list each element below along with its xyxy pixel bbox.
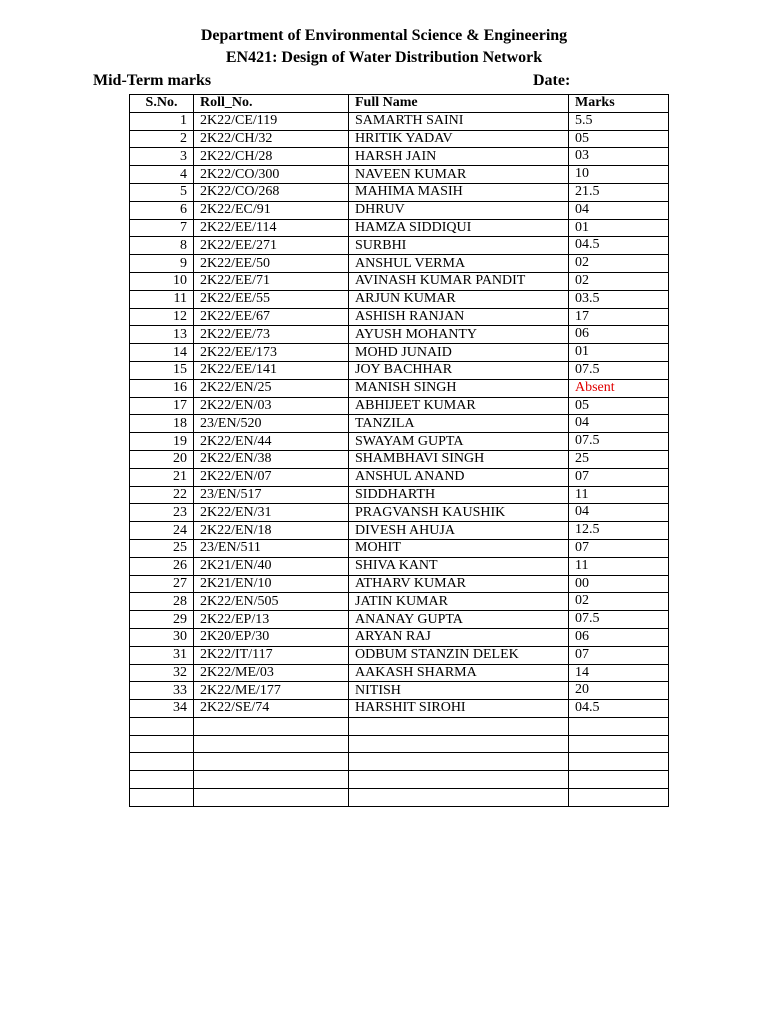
empty-table-row bbox=[130, 789, 669, 807]
cell-sno: 2 bbox=[130, 130, 194, 148]
cell-roll-no: 2K22/EE/50 bbox=[194, 255, 349, 273]
table-header-row bbox=[130, 95, 669, 113]
table-row bbox=[130, 504, 669, 522]
empty-cell bbox=[194, 735, 349, 753]
cell-roll-no: 2K22/EE/55 bbox=[194, 290, 349, 308]
table-row bbox=[130, 646, 669, 664]
cell-full-name: JOY BACHHAR bbox=[349, 361, 569, 379]
cell-roll-no: 2K20/EP/30 bbox=[194, 628, 349, 646]
empty-cell bbox=[349, 753, 569, 771]
cell-roll-no: 2K22/CH/32 bbox=[194, 130, 349, 148]
cell-sno: 32 bbox=[130, 664, 194, 682]
cell-marks: 17 bbox=[569, 308, 669, 326]
table-row bbox=[130, 237, 669, 255]
cell-sno: 25 bbox=[130, 539, 194, 557]
cell-marks: 07.5 bbox=[569, 433, 669, 451]
cell-marks: 03.5 bbox=[569, 290, 669, 308]
cell-roll-no: 2K22/EE/114 bbox=[194, 219, 349, 237]
cell-sno: 21 bbox=[130, 468, 194, 486]
table-row bbox=[130, 290, 669, 308]
cell-sno: 9 bbox=[130, 255, 194, 273]
cell-marks: 01 bbox=[569, 219, 669, 237]
cell-marks: 14 bbox=[569, 664, 669, 682]
department-title: Department of Environmental Science & Engineering bbox=[200, 27, 568, 44]
column-header-roll: Roll_No. bbox=[194, 95, 349, 113]
cell-marks: 04 bbox=[569, 504, 669, 522]
cell-marks: 11 bbox=[569, 486, 669, 504]
cell-marks: 11 bbox=[569, 557, 669, 575]
cell-sno: 33 bbox=[130, 682, 194, 700]
cell-full-name: HAMZA SIDDIQUI bbox=[349, 219, 569, 237]
empty-cell bbox=[130, 771, 194, 789]
cell-marks: 07.5 bbox=[569, 361, 669, 379]
cell-roll-no: 2K22/ME/03 bbox=[194, 664, 349, 682]
cell-roll-no: 2K22/EN/44 bbox=[194, 433, 349, 451]
empty-cell bbox=[130, 789, 194, 807]
table-row bbox=[130, 344, 669, 362]
cell-marks: 06 bbox=[569, 628, 669, 646]
cell-roll-no: 2K22/CE/119 bbox=[194, 112, 349, 130]
empty-cell bbox=[349, 735, 569, 753]
table-row bbox=[130, 486, 669, 504]
cell-full-name: HARSHIT SIROHI bbox=[349, 700, 569, 718]
table-row bbox=[130, 272, 669, 290]
empty-cell bbox=[569, 735, 669, 753]
cell-marks: 5.5 bbox=[569, 112, 669, 130]
cell-full-name: SAMARTH SAINI bbox=[349, 112, 569, 130]
cell-sno: 23 bbox=[130, 504, 194, 522]
cell-full-name: ANSHUL ANAND bbox=[349, 468, 569, 486]
cell-full-name: JATIN KUMAR bbox=[349, 593, 569, 611]
cell-roll-no: 2K22/EE/173 bbox=[194, 344, 349, 362]
empty-table-row bbox=[130, 717, 669, 735]
date-label: Date: bbox=[533, 72, 571, 89]
empty-cell bbox=[130, 753, 194, 771]
table-row bbox=[130, 557, 669, 575]
cell-full-name: PRAGVANSH KAUSHIK bbox=[349, 504, 569, 522]
cell-sno: 27 bbox=[130, 575, 194, 593]
cell-roll-no: 2K22/EE/67 bbox=[194, 308, 349, 326]
cell-full-name: SWAYAM GUPTA bbox=[349, 433, 569, 451]
cell-marks: Absent bbox=[569, 379, 669, 397]
cell-sno: 14 bbox=[130, 344, 194, 362]
cell-roll-no: 2K22/EE/271 bbox=[194, 237, 349, 255]
cell-full-name: TANZILA bbox=[349, 415, 569, 433]
cell-marks: 25 bbox=[569, 450, 669, 468]
column-header-marks: Marks bbox=[569, 95, 669, 113]
table-row bbox=[130, 468, 669, 486]
cell-full-name: ANSHUL VERMA bbox=[349, 255, 569, 273]
cell-sno: 3 bbox=[130, 148, 194, 166]
empty-table-row bbox=[130, 735, 669, 753]
table-row bbox=[130, 415, 669, 433]
cell-roll-no: 2K22/EN/03 bbox=[194, 397, 349, 415]
cell-marks: 04.5 bbox=[569, 700, 669, 718]
cell-roll-no: 2K22/EN/25 bbox=[194, 379, 349, 397]
table-row bbox=[130, 112, 669, 130]
empty-cell bbox=[349, 789, 569, 807]
cell-full-name: SHAMBHAVI SINGH bbox=[349, 450, 569, 468]
cell-roll-no: 2K22/EN/07 bbox=[194, 468, 349, 486]
cell-roll-no: 2K22/EN/38 bbox=[194, 450, 349, 468]
cell-marks: 20 bbox=[569, 682, 669, 700]
empty-cell bbox=[569, 753, 669, 771]
table-row bbox=[130, 397, 669, 415]
cell-sno: 34 bbox=[130, 700, 194, 718]
cell-full-name: SHIVA KANT bbox=[349, 557, 569, 575]
cell-full-name: MAHIMA MASIH bbox=[349, 183, 569, 201]
cell-full-name: AAKASH SHARMA bbox=[349, 664, 569, 682]
cell-sno: 7 bbox=[130, 219, 194, 237]
course-title: EN421: Design of Water Distribution Network bbox=[225, 49, 543, 66]
cell-sno: 6 bbox=[130, 201, 194, 219]
empty-cell bbox=[194, 717, 349, 735]
cell-roll-no: 2K22/SE/74 bbox=[194, 700, 349, 718]
cell-sno: 13 bbox=[130, 326, 194, 344]
table-row bbox=[130, 522, 669, 540]
cell-roll-no: 2K22/EE/141 bbox=[194, 361, 349, 379]
cell-sno: 20 bbox=[130, 450, 194, 468]
cell-marks: 06 bbox=[569, 326, 669, 344]
table-row bbox=[130, 166, 669, 184]
column-header-name: Full Name bbox=[349, 95, 569, 113]
table-row bbox=[130, 148, 669, 166]
empty-cell bbox=[569, 789, 669, 807]
table-row bbox=[130, 664, 669, 682]
cell-marks: 04 bbox=[569, 415, 669, 433]
table-row bbox=[130, 700, 669, 718]
cell-roll-no: 2K22/ME/177 bbox=[194, 682, 349, 700]
marks-table bbox=[129, 94, 669, 807]
cell-full-name: NAVEEN KUMAR bbox=[349, 166, 569, 184]
cell-roll-no: 2K22/EC/91 bbox=[194, 201, 349, 219]
cell-sno: 26 bbox=[130, 557, 194, 575]
empty-cell bbox=[194, 771, 349, 789]
cell-sno: 24 bbox=[130, 522, 194, 540]
cell-roll-no: 2K22/EE/71 bbox=[194, 272, 349, 290]
cell-full-name: SURBHI bbox=[349, 237, 569, 255]
cell-sno: 18 bbox=[130, 415, 194, 433]
cell-full-name: ASHISH RANJAN bbox=[349, 308, 569, 326]
cell-full-name: MANISH SINGH bbox=[349, 379, 569, 397]
cell-sno: 1 bbox=[130, 112, 194, 130]
table-row bbox=[130, 326, 669, 344]
cell-sno: 5 bbox=[130, 183, 194, 201]
cell-marks: 05 bbox=[569, 397, 669, 415]
table-row bbox=[130, 611, 669, 629]
exam-label: Mid-Term marks bbox=[93, 72, 212, 89]
empty-cell bbox=[130, 735, 194, 753]
empty-cell bbox=[569, 717, 669, 735]
table-row bbox=[130, 575, 669, 593]
cell-sno: 22 bbox=[130, 486, 194, 504]
table-row bbox=[130, 255, 669, 273]
empty-cell bbox=[349, 771, 569, 789]
cell-roll-no: 2K22/EP/13 bbox=[194, 611, 349, 629]
cell-sno: 19 bbox=[130, 433, 194, 451]
table-row bbox=[130, 219, 669, 237]
cell-roll-no: 2K21/EN/10 bbox=[194, 575, 349, 593]
cell-sno: 30 bbox=[130, 628, 194, 646]
cell-marks: 02 bbox=[569, 255, 669, 273]
cell-full-name: AYUSH MOHANTY bbox=[349, 326, 569, 344]
cell-roll-no: 2K21/EN/40 bbox=[194, 557, 349, 575]
cell-full-name: NITISH bbox=[349, 682, 569, 700]
empty-cell bbox=[130, 717, 194, 735]
cell-full-name: HARSH JAIN bbox=[349, 148, 569, 166]
cell-marks: 04 bbox=[569, 201, 669, 219]
cell-marks: 12.5 bbox=[569, 522, 669, 540]
table-row bbox=[130, 682, 669, 700]
cell-roll-no: 2K22/CH/28 bbox=[194, 148, 349, 166]
cell-marks: 07 bbox=[569, 539, 669, 557]
cell-full-name: SIDDHARTH bbox=[349, 486, 569, 504]
cell-marks: 07.5 bbox=[569, 611, 669, 629]
cell-roll-no: 2K22/CO/300 bbox=[194, 166, 349, 184]
cell-full-name: ABHIJEET KUMAR bbox=[349, 397, 569, 415]
cell-sno: 29 bbox=[130, 611, 194, 629]
cell-roll-no: 2K22/EN/31 bbox=[194, 504, 349, 522]
table-row bbox=[130, 628, 669, 646]
cell-full-name: DIVESH AHUJA bbox=[349, 522, 569, 540]
cell-marks: 04.5 bbox=[569, 237, 669, 255]
cell-roll-no: 2K22/EE/73 bbox=[194, 326, 349, 344]
cell-sno: 10 bbox=[130, 272, 194, 290]
cell-full-name: HRITIK YADAV bbox=[349, 130, 569, 148]
cell-full-name: AVINASH KUMAR PANDIT bbox=[349, 272, 569, 290]
empty-table-row bbox=[130, 771, 669, 789]
cell-marks: 02 bbox=[569, 272, 669, 290]
table-row bbox=[130, 450, 669, 468]
cell-roll-no: 2K22/CO/268 bbox=[194, 183, 349, 201]
table-body bbox=[130, 112, 669, 806]
cell-full-name: DHRUV bbox=[349, 201, 569, 219]
cell-full-name: ATHARV KUMAR bbox=[349, 575, 569, 593]
cell-sno: 4 bbox=[130, 166, 194, 184]
cell-full-name: ANANAY GUPTA bbox=[349, 611, 569, 629]
table-row bbox=[130, 308, 669, 326]
cell-marks: 03 bbox=[569, 148, 669, 166]
cell-roll-no: 23/EN/520 bbox=[194, 415, 349, 433]
cell-full-name: ARYAN RAJ bbox=[349, 628, 569, 646]
cell-full-name: ODBUM STANZIN DELEK bbox=[349, 646, 569, 664]
cell-marks: 10 bbox=[569, 166, 669, 184]
cell-marks: 05 bbox=[569, 130, 669, 148]
cell-full-name: MOHD JUNAID bbox=[349, 344, 569, 362]
cell-sno: 17 bbox=[130, 397, 194, 415]
column-header-sno: S.No. bbox=[130, 95, 194, 113]
cell-marks: 21.5 bbox=[569, 183, 669, 201]
cell-marks: 07 bbox=[569, 468, 669, 486]
cell-full-name: MOHIT bbox=[349, 539, 569, 557]
empty-cell bbox=[349, 717, 569, 735]
cell-marks: 02 bbox=[569, 593, 669, 611]
empty-cell bbox=[194, 753, 349, 771]
cell-sno: 15 bbox=[130, 361, 194, 379]
cell-full-name: ARJUN KUMAR bbox=[349, 290, 569, 308]
table-row bbox=[130, 379, 669, 397]
cell-sno: 11 bbox=[130, 290, 194, 308]
cell-roll-no: 23/EN/511 bbox=[194, 539, 349, 557]
table-row bbox=[130, 361, 669, 379]
cell-marks: 01 bbox=[569, 344, 669, 362]
cell-sno: 12 bbox=[130, 308, 194, 326]
empty-table-row bbox=[130, 753, 669, 771]
cell-roll-no: 2K22/IT/117 bbox=[194, 646, 349, 664]
cell-sno: 8 bbox=[130, 237, 194, 255]
cell-roll-no: 2K22/EN/505 bbox=[194, 593, 349, 611]
cell-sno: 28 bbox=[130, 593, 194, 611]
table-row bbox=[130, 201, 669, 219]
cell-roll-no: 2K22/EN/18 bbox=[194, 522, 349, 540]
table-row bbox=[130, 539, 669, 557]
table-row bbox=[130, 183, 669, 201]
cell-marks: 07 bbox=[569, 646, 669, 664]
table-row bbox=[130, 593, 669, 611]
empty-cell bbox=[194, 789, 349, 807]
table-row bbox=[130, 433, 669, 451]
table-row bbox=[130, 130, 669, 148]
cell-sno: 16 bbox=[130, 379, 194, 397]
cell-sno: 31 bbox=[130, 646, 194, 664]
cell-marks: 00 bbox=[569, 575, 669, 593]
cell-roll-no: 23/EN/517 bbox=[194, 486, 349, 504]
empty-cell bbox=[569, 771, 669, 789]
